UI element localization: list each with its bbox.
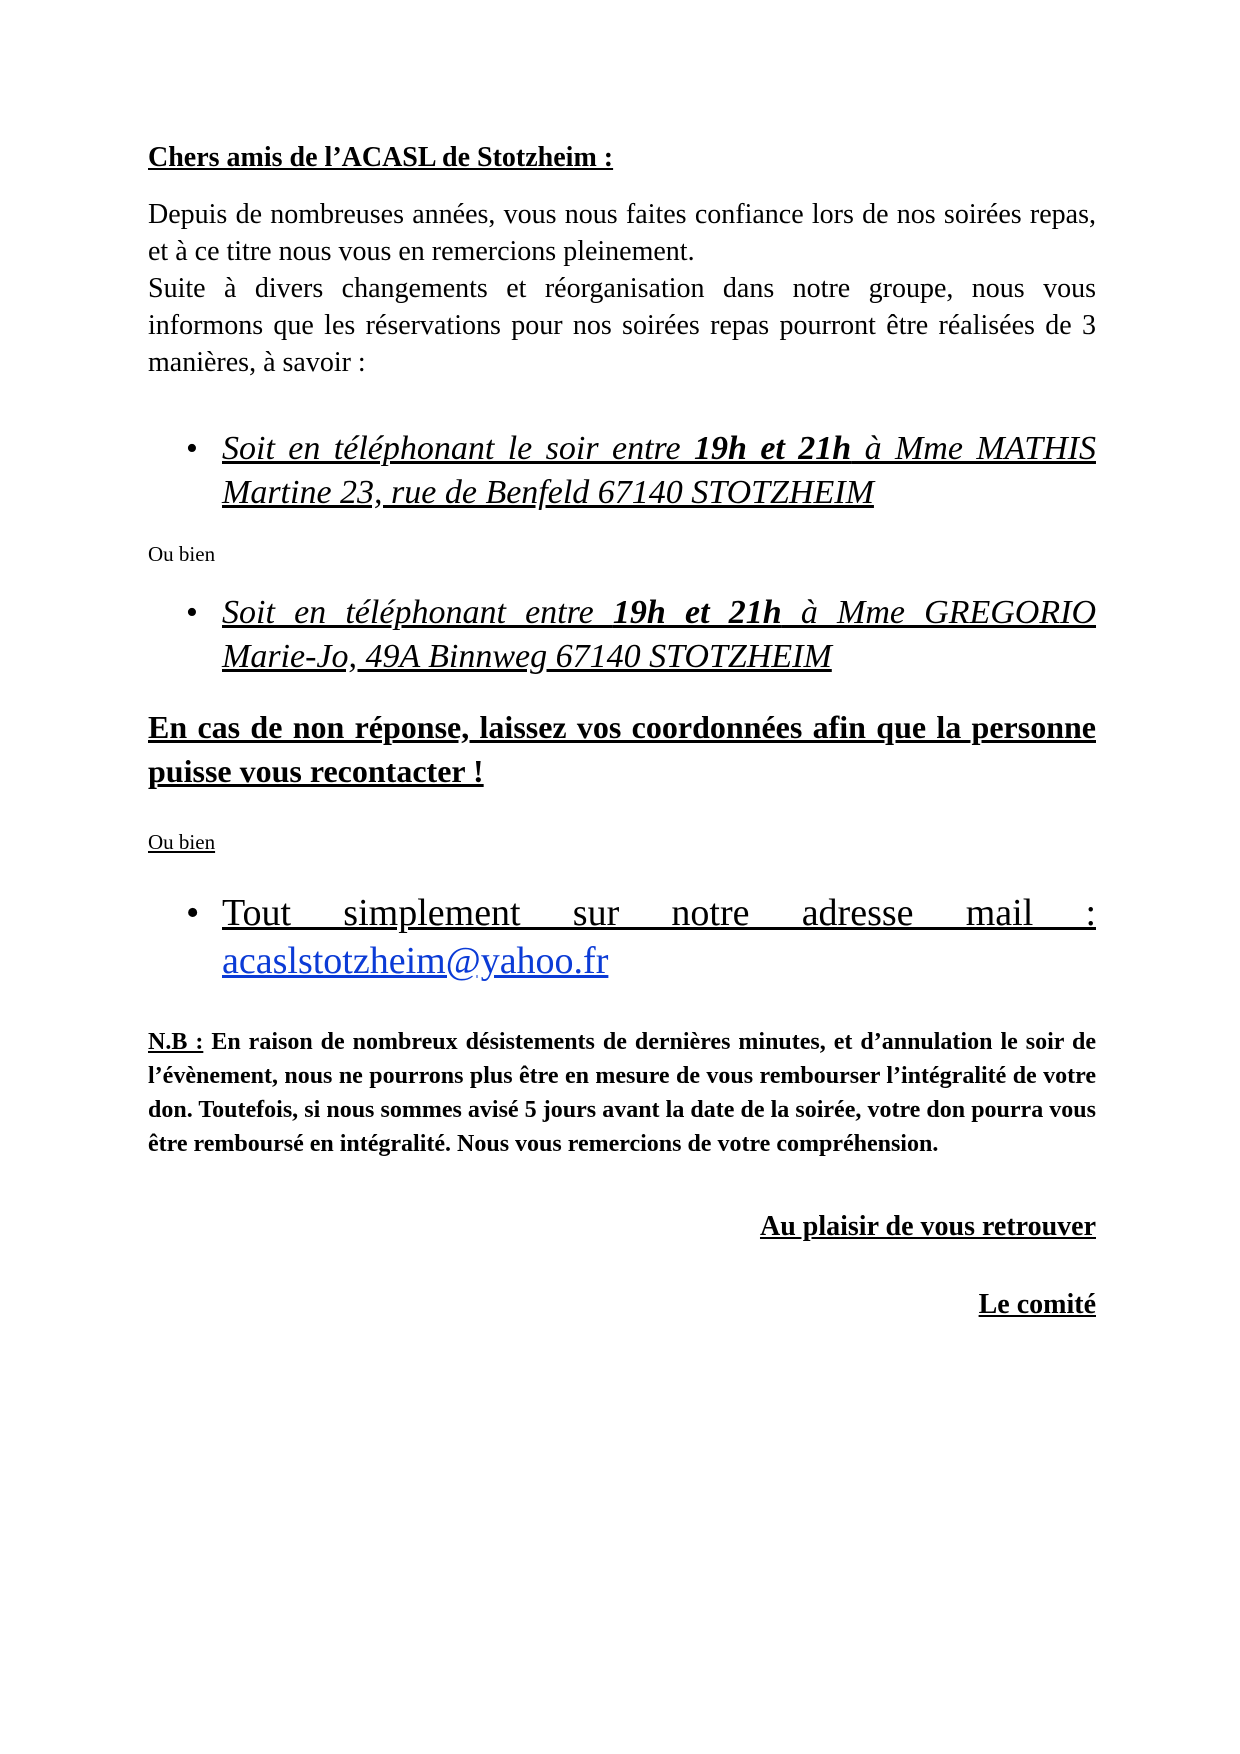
email-option-text xyxy=(222,889,1096,937)
email-option-label: Tout simplement sur notre adresse mail : xyxy=(222,892,1096,934)
option1-hours: 19h et 21h xyxy=(694,430,852,467)
bullet-icon: • xyxy=(186,594,198,631)
document-page xyxy=(148,140,1096,1323)
intro-paragraph xyxy=(148,196,1096,381)
option1-after: à Mme MATHIS Martine 23, rue de Benfeld 67140 STOTZHEIM xyxy=(222,430,1096,511)
option1-before: Soit en téléphonant le soir entre xyxy=(222,430,694,467)
option2-hours: 19h et 21h xyxy=(612,594,782,631)
refund-note xyxy=(148,1025,1096,1161)
option-phone-gregorio xyxy=(148,591,1096,679)
no-answer-warning: En cas de non réponse, laissez vos coordonnées afin que la personne puisse vous recontacter ! xyxy=(148,709,1096,789)
reservation-options-list-3 xyxy=(148,889,1096,985)
option2-after: à Mme GREGORIO Marie-Jo, 49A Binnweg 67140 STOTZHEIM xyxy=(222,594,1097,675)
or-separator-2: Ou bien xyxy=(148,830,216,854)
intro-sentence-1: Depuis de nombreuses années, vous nous faites confiance lors de nos soirées repas, et à ce titre nous vous en remercions pleinement. xyxy=(148,199,1096,267)
note-text: En raison de nombreux désistements de dernières minutes, et d’annulation le soir de l’évènement, nous ne pourrons plus être en mesure de vous rembourser l’intégralité de votre don. Toutefois, si nous sommes avisé 5 jours avant la date de la soirée, votre don pourra vous être remboursé en intégralité. Nous vous remercions de votre compréhension. xyxy=(148,1029,1096,1157)
option2-before: Soit en téléphonant entre xyxy=(222,594,613,631)
intro-sentence-2: Suite à divers changements et réorganisation dans notre groupe, nous vous informons que les réservations pour nos soirées repas pourront être réalisées de 3 manières, à savoir : xyxy=(148,273,1096,378)
reservation-options-list-1 xyxy=(148,427,1096,515)
closing-line: Au plaisir de vous retrouver xyxy=(759,1211,1096,1242)
letter-greeting-title: Chers amis de l’ACASL de Stotzheim : xyxy=(148,142,614,173)
note-label: N.B : xyxy=(148,1029,204,1055)
option-email xyxy=(148,889,1096,985)
option-phone-mathis xyxy=(148,427,1096,515)
bullet-icon: • xyxy=(186,430,198,467)
reservation-options-list-2 xyxy=(148,591,1096,679)
signature: Le comité xyxy=(978,1289,1096,1320)
email-link[interactable]: acaslstotzheim@yahoo.fr xyxy=(222,940,609,982)
bullet-icon: • xyxy=(186,892,200,934)
or-separator-1: Ou bien xyxy=(148,542,216,566)
